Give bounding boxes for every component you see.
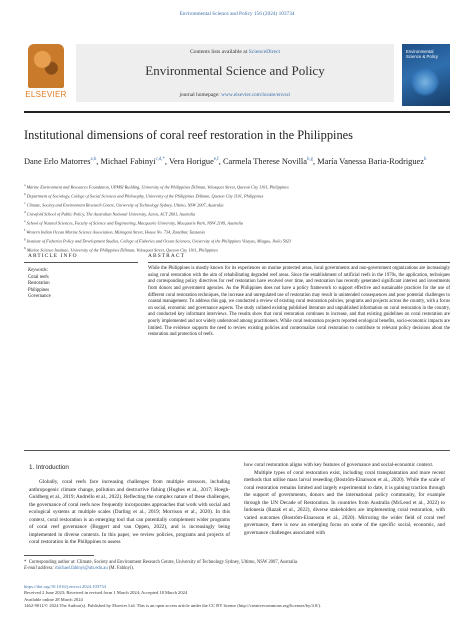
affiliation-marker: a <box>24 183 26 187</box>
abstract-text: While the Philippines is mostly known for its experiences on marine protected areas, local governments and non-government organizations are increasingly using coral restoration with the aim of rehabilitating degraded reef areas. Since the establishment of artificial reefs in the 1970s, the application, techniques and corresponding policy directives for reef restoration have evolved over time, and restoration has recently generated significant interest and investments from donors and government agencies. As the Philippines does not have a policy framework to support effective and sustainable practices for the use of different coral restoration techniques, the increase and unregulated use of restoration may result in unintended consequences and pose potential challenges to coastal management. To address this gap, we conducted a review of existing coral restoration policies, programs and projects across the country, with a focus on social, economic and governance aspects. The study collated existing published literature and unpublished information on coral restoration in the country, and conducted key informant interviews. The results show that coral restoration continues to increase, and that existing guidelines on coral restoration are poorly implemented and not widely understood among practitioners. While coral restoration projects reported ecological benefits, socio-economic impacts are limited. The evidence supports the need to review existing policies and contextualize coral restoration to contribute to relevant policy decisions about the restoration and protection of reefs. <box>148 266 450 338</box>
section-heading-introduction: 1. Introduction <box>29 464 69 471</box>
author-affiliation-marker[interactable]: e,f <box>213 157 219 162</box>
email-link[interactable]: michael.fabinyi@uts.edu.au <box>55 566 108 572</box>
elsevier-logo[interactable] <box>24 44 68 102</box>
keyword: Governance <box>28 293 51 299</box>
author-name[interactable]: Michael Fabinyi <box>100 156 156 166</box>
affiliation-text: Marine Science Institute, University of the Philippines Diliman, Velasquez Street, Quezon City 1101, Philippines <box>26 247 218 253</box>
affiliation-marker: b <box>24 192 26 196</box>
journal-reference[interactable]: Environmental Science and Policy 156 (2024) 103734 <box>179 11 295 17</box>
affiliation-text: Crawford School of Public Policy, The Australian National University, Acton, ACT 2601, Australia <box>26 211 196 217</box>
sciencedirect-link[interactable]: ScienceDirect <box>248 49 281 55</box>
received-dates: Received 2 June 2023; Received in revised form 1 March 2024; Accepted 18 March 2024 <box>24 590 188 596</box>
affiliation-text: School of Natural Sciences, Faculty of Science and Engineering, Macquarie University, Macquarie Park, NSW 2109, Australia <box>26 220 244 226</box>
author-affiliation-marker[interactable]: c,d,* <box>155 157 165 162</box>
intro-right-column <box>244 462 445 537</box>
journal-cover-image[interactable] <box>402 44 450 106</box>
affiliations <box>24 182 454 254</box>
email-label: E-mail address: <box>24 566 54 572</box>
keywords-list <box>28 275 51 300</box>
affiliation <box>24 209 454 218</box>
author-affiliation-marker[interactable]: h <box>424 157 427 162</box>
footnote-marker: * <box>24 560 27 565</box>
affiliation-marker: e <box>24 219 26 223</box>
publication-info <box>24 584 464 609</box>
affiliation-text: Marine Environment and Resources Foundation, UPMSI Building, University of the Philippines Diliman, Velasquez Street, Quezon City 1101, Philippines <box>26 184 289 190</box>
affiliation-marker: d <box>24 210 26 214</box>
license-statement[interactable]: 1462-9011/© 2024 The Author(s). Published by Elsevier Ltd. This is an open access article under the CC BY license (http://creativecommons.org/licenses/by/4.0/). <box>24 602 322 608</box>
keyword: Philippines <box>28 287 50 293</box>
masthead-rule <box>24 111 450 113</box>
abstract-rule <box>148 262 450 263</box>
footnote-rule <box>24 555 94 556</box>
affiliation <box>24 218 454 227</box>
keyword: Restoration <box>28 281 50 287</box>
homepage-link[interactable]: www.elsevier.com/locate/envsci <box>221 92 291 98</box>
contents-prefix: Contents lists available at <box>189 49 249 55</box>
footnote-text: Corresponding author at: Climate, Society and Environment Research Centre, University of Technology Sydney, Ultimo, NSW 2007, Australia. <box>28 560 299 565</box>
abstract-bottom-rule <box>24 450 450 451</box>
author-separator: , <box>164 156 169 166</box>
keywords-label: Keywords: <box>28 268 49 273</box>
publisher-logo-text: ELSEVIER <box>25 90 67 99</box>
affiliation <box>24 236 454 245</box>
available-online: Available online 28 March 2024 <box>24 596 83 602</box>
keyword: Coral reefs <box>28 275 49 280</box>
affiliation <box>24 200 454 209</box>
article-title: Institutional dimensions of coral reef restoration in the Philippines <box>24 128 353 142</box>
author-separator: , <box>96 156 101 166</box>
author-affiliation-marker[interactable]: a,b <box>90 157 97 162</box>
author-name[interactable]: Carmela Therese Novilla <box>222 156 307 166</box>
affiliation <box>24 182 454 191</box>
cover-title: Environmental Science & Policy <box>406 49 439 59</box>
author-name[interactable]: Vera Horigue <box>168 156 214 166</box>
homepage-prefix: journal homepage: <box>179 92 222 98</box>
homepage-line <box>76 92 394 98</box>
affiliation-marker: f <box>24 228 26 232</box>
journal-banner <box>76 44 394 102</box>
email-suffix: (M. Fabinyi). <box>108 566 134 572</box>
affiliation-marker: h <box>24 246 26 250</box>
cover-graphic <box>410 68 440 96</box>
journal-name: Environmental Science and Policy <box>145 63 325 78</box>
intro-paragraph: Multiple types of coral restoration exist, including coral transplantation and more recent methods that utilise mass larval reseeding (Boström-Einarsson et al., 2020). While the scale of coral restoration remains limited and largely experimental to date, it is gaining traction through the support of governments, donors and the international policy community, for example through the UN Decade of Restoration. In countries from Australia (McLeod et al., 2022) to Indonesia (Razak et al., 2022), diverse stakeholders are implementing coral restoration, with varied outcomes (Boström-Einarsson et al., 2020). Mirroring the wider field of coral reef governance, there is now an emerging focus on some of the specific social, economic, and governance challenges associated with <box>244 469 445 536</box>
intro-paragraph: Globally, coral reefs face increasing challenges from multiple stressors, including anthropogenic climate change, pollution and destructive fishing (Hughes et al., 2017; Hoegh-Guldberg et al., 2019; Andrello et al., 2022). Reflecting the complex nature of these challenges, the governance of coral reefs now frequently incorporates approaches that work with social and ecological systems at multiple scales (Darling et al., 2019; Morrison et al., 2020). In this context, coral restoration is an emerging tool that can potentially complement wider programs of coral reef governance (Boggert and van Oppen, 2022), and is increasingly being implemented in diverse contexts. In this paper, we review policies, programs and projects of coral restoration in the Philippines to assess <box>29 479 230 546</box>
affiliation <box>24 227 454 236</box>
author-affiliation-marker[interactable]: b,g <box>306 157 313 162</box>
author-separator: , <box>312 156 318 166</box>
affiliation-text: Western Indian Ocean Marine Science Association, Mizingani Street, House No. 734, Zanzibar, Tanzania <box>26 229 205 235</box>
elsevier-tree-icon <box>28 44 64 88</box>
contents-line <box>76 49 394 55</box>
author-separator: , <box>218 156 223 166</box>
doi-link[interactable]: https://doi.org/10.1016/j.envsci.2024.103734 <box>24 584 106 589</box>
affiliation-text: Climate, Society and Environment Research Centre, University of Technology Sydney, Ultimo, NSW 2007, Australia <box>26 202 224 208</box>
abstract-heading: ABSTRACT <box>148 253 185 259</box>
masthead <box>24 44 450 106</box>
article-info-rule <box>24 262 138 263</box>
affiliation <box>24 191 454 200</box>
affiliation <box>24 245 454 254</box>
author-list <box>24 154 450 167</box>
author-name[interactable]: María Vanessa Baria-Rodriguez <box>317 156 424 166</box>
article-info-heading: ARTICLE INFO <box>28 253 78 259</box>
affiliation-text: Institute of Fisheries Policy and Development Studies, College of Fisheries and Ocean Sciences, University of the Philippines Visayas, Miagao, Iloilo 5023 <box>26 238 292 244</box>
affiliation-marker: c <box>24 201 26 205</box>
affiliation-text: Department of Sociology, College of Social Sciences and Philosophy, University of the Philippines Diliman, Quezon City 1101, Philippines <box>26 193 264 199</box>
author-name[interactable]: Dane Erlo Matorres <box>24 156 91 166</box>
affiliation-marker: g <box>24 237 26 241</box>
intro-paragraph: how coral restoration aligns with key features of governance and social-economic context. <box>244 462 434 468</box>
corresponding-author-footnote <box>24 560 454 573</box>
